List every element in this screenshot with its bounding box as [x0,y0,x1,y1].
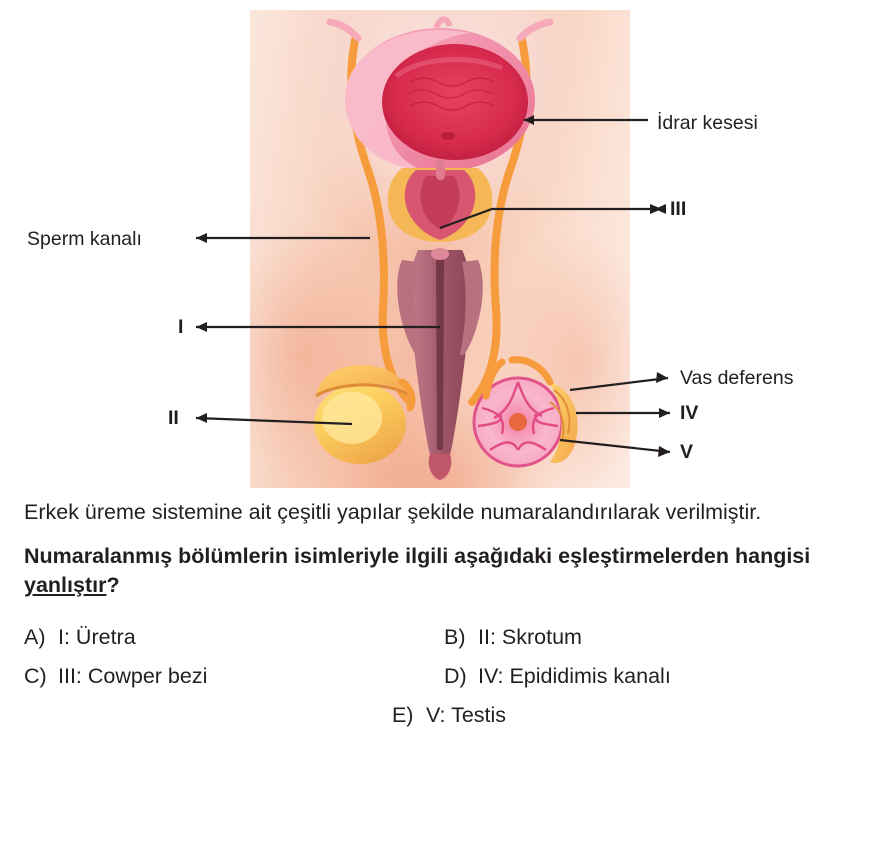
option-a-key: A) [24,625,46,650]
option-row-3 [24,703,856,729]
option-d-text: IV: Epididimis kanalı [478,663,671,688]
option-c[interactable] [24,664,444,690]
question-prompt-emphasis: yanlıştır [24,572,107,597]
answer-options [24,625,856,728]
option-b[interactable] [444,625,582,651]
figure-label-iii: III [670,198,687,220]
question-prompt [24,542,856,599]
option-a[interactable] [24,625,444,651]
question-stem: Erkek üreme sistemine ait çeşitli yapılar şekilde numaralandırılarak verilmiştir. [24,500,762,524]
option-b-key: B) [444,625,466,650]
option-row-1 [24,625,856,651]
option-e-key: E) [391,702,414,727]
figure-label-i: I [178,316,184,338]
figure-label-bladder: İdrar kesesi [657,112,758,134]
option-b-text: II: Skrotum [478,625,582,650]
option-a-text: I: Üretra [58,625,136,650]
figure-label-sperm-kanali: Sperm kanalı [27,228,142,250]
question-prompt-before: Numaralanmış bölümlerin isimleriyle ilgili aşağıdaki eşleştirmelerden hangisi [24,544,811,569]
option-d-key: D) [444,663,467,688]
figure-label-v: V [680,441,694,463]
figure-label-vas-deferens: Vas deferens [680,367,794,389]
figure-label-ii: II [168,407,179,429]
option-c-key: C) [24,663,47,688]
option-d[interactable] [444,664,671,690]
option-row-2 [24,664,856,690]
option-c-text: III: Cowper bezi [58,663,208,688]
option-e-text: V: Testis [425,702,507,727]
question-prompt-after: ? [106,572,120,597]
option-e[interactable] [392,703,506,729]
figure-label-iv: IV [680,402,699,424]
